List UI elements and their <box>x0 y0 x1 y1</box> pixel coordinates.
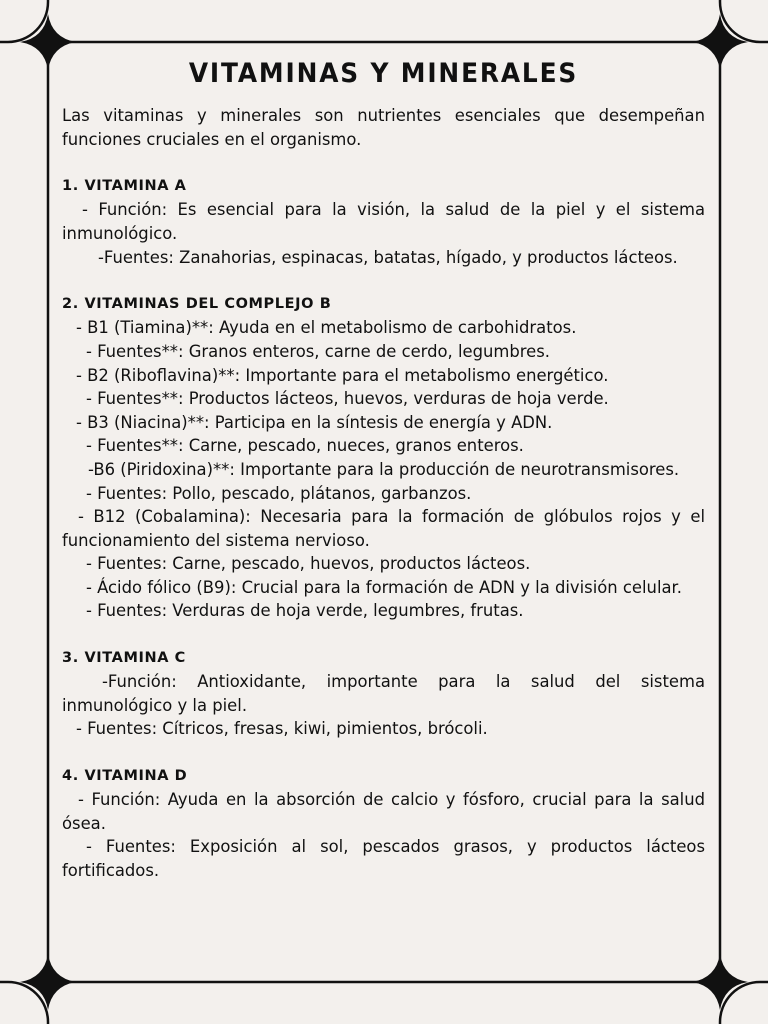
corner-star-icon <box>692 954 748 1010</box>
intro-paragraph: Las vitaminas y minerales son nutrientes esenciales que desempeñan funciones cruciales en el organismo. <box>62 106 705 149</box>
section-line: - B1 (Tiamina)**: Ayuda en el metabolismo de carbohidratos. <box>76 318 577 338</box>
section-heading-complejo-b: 2. VITAMINAS DEL COMPLEJO B <box>62 295 332 312</box>
section-line: - Fuentes: Cítricos, fresas, kiwi, pimientos, brócoli. <box>76 719 488 739</box>
section-line: - Fuentes: Pollo, pescado, plátanos, garbanzos. <box>86 483 472 503</box>
section-line: - Ácido fólico (B9): Crucial para la formación de ADN y la división celular. <box>86 577 682 597</box>
section-line: - B3 (Niacina)**: Participa en la síntesis de energía y ADN. <box>76 412 553 432</box>
section-line: - Fuentes: Carne, pescado, huevos, productos lácteos. <box>86 554 531 574</box>
section-line: - Función: Es esencial para la visión, la salud de la piel y el sistema inmunológico. <box>62 200 705 243</box>
corner-star-icon <box>20 954 76 1010</box>
section-line: -Fuentes: Zanahorias, espinacas, batatas, hígado, y productos lácteos. <box>98 247 678 267</box>
section-line: - B12 (Cobalamina): Necesaria para la formación de glóbulos rojos y el funcionamiento del sistema nervioso. <box>62 507 705 550</box>
document-body <box>62 50 705 883</box>
section-line: - Función: Ayuda en la absorción de calcio y fósforo, crucial para la salud ósea. <box>62 790 705 833</box>
section-heading-vitamina-a: 1. VITAMINA A <box>62 177 187 194</box>
page-title: VITAMINAS Y MINERALES <box>188 58 579 89</box>
section-line: - Fuentes: Exposición al sol, pescados grasos, y productos lácteos fortificados. <box>62 837 705 880</box>
section-heading-vitamina-d: 4. VITAMINA D <box>62 767 188 784</box>
section-line: - Fuentes**: Granos enteros, carne de cerdo, legumbres. <box>86 341 550 361</box>
section-line: -Función: Antioxidante, importante para la salud del sistema inmunológico y la piel. <box>62 672 705 715</box>
section-line: - Fuentes**: Carne, pescado, nueces, granos enteros. <box>86 436 524 456</box>
section-heading-vitamina-c: 3. VITAMINA C <box>62 649 186 666</box>
section-line: - Fuentes: Verduras de hoja verde, legumbres, frutas. <box>86 601 524 621</box>
section-line: - B2 (Riboflavina)**: Importante para el metabolismo energético. <box>76 365 609 385</box>
section-line: -B6 (Piridoxina)**: Importante para la producción de neurotransmisores. <box>88 459 680 479</box>
section-line: - Fuentes**: Productos lácteos, huevos, verduras de hoja verde. <box>86 389 609 409</box>
